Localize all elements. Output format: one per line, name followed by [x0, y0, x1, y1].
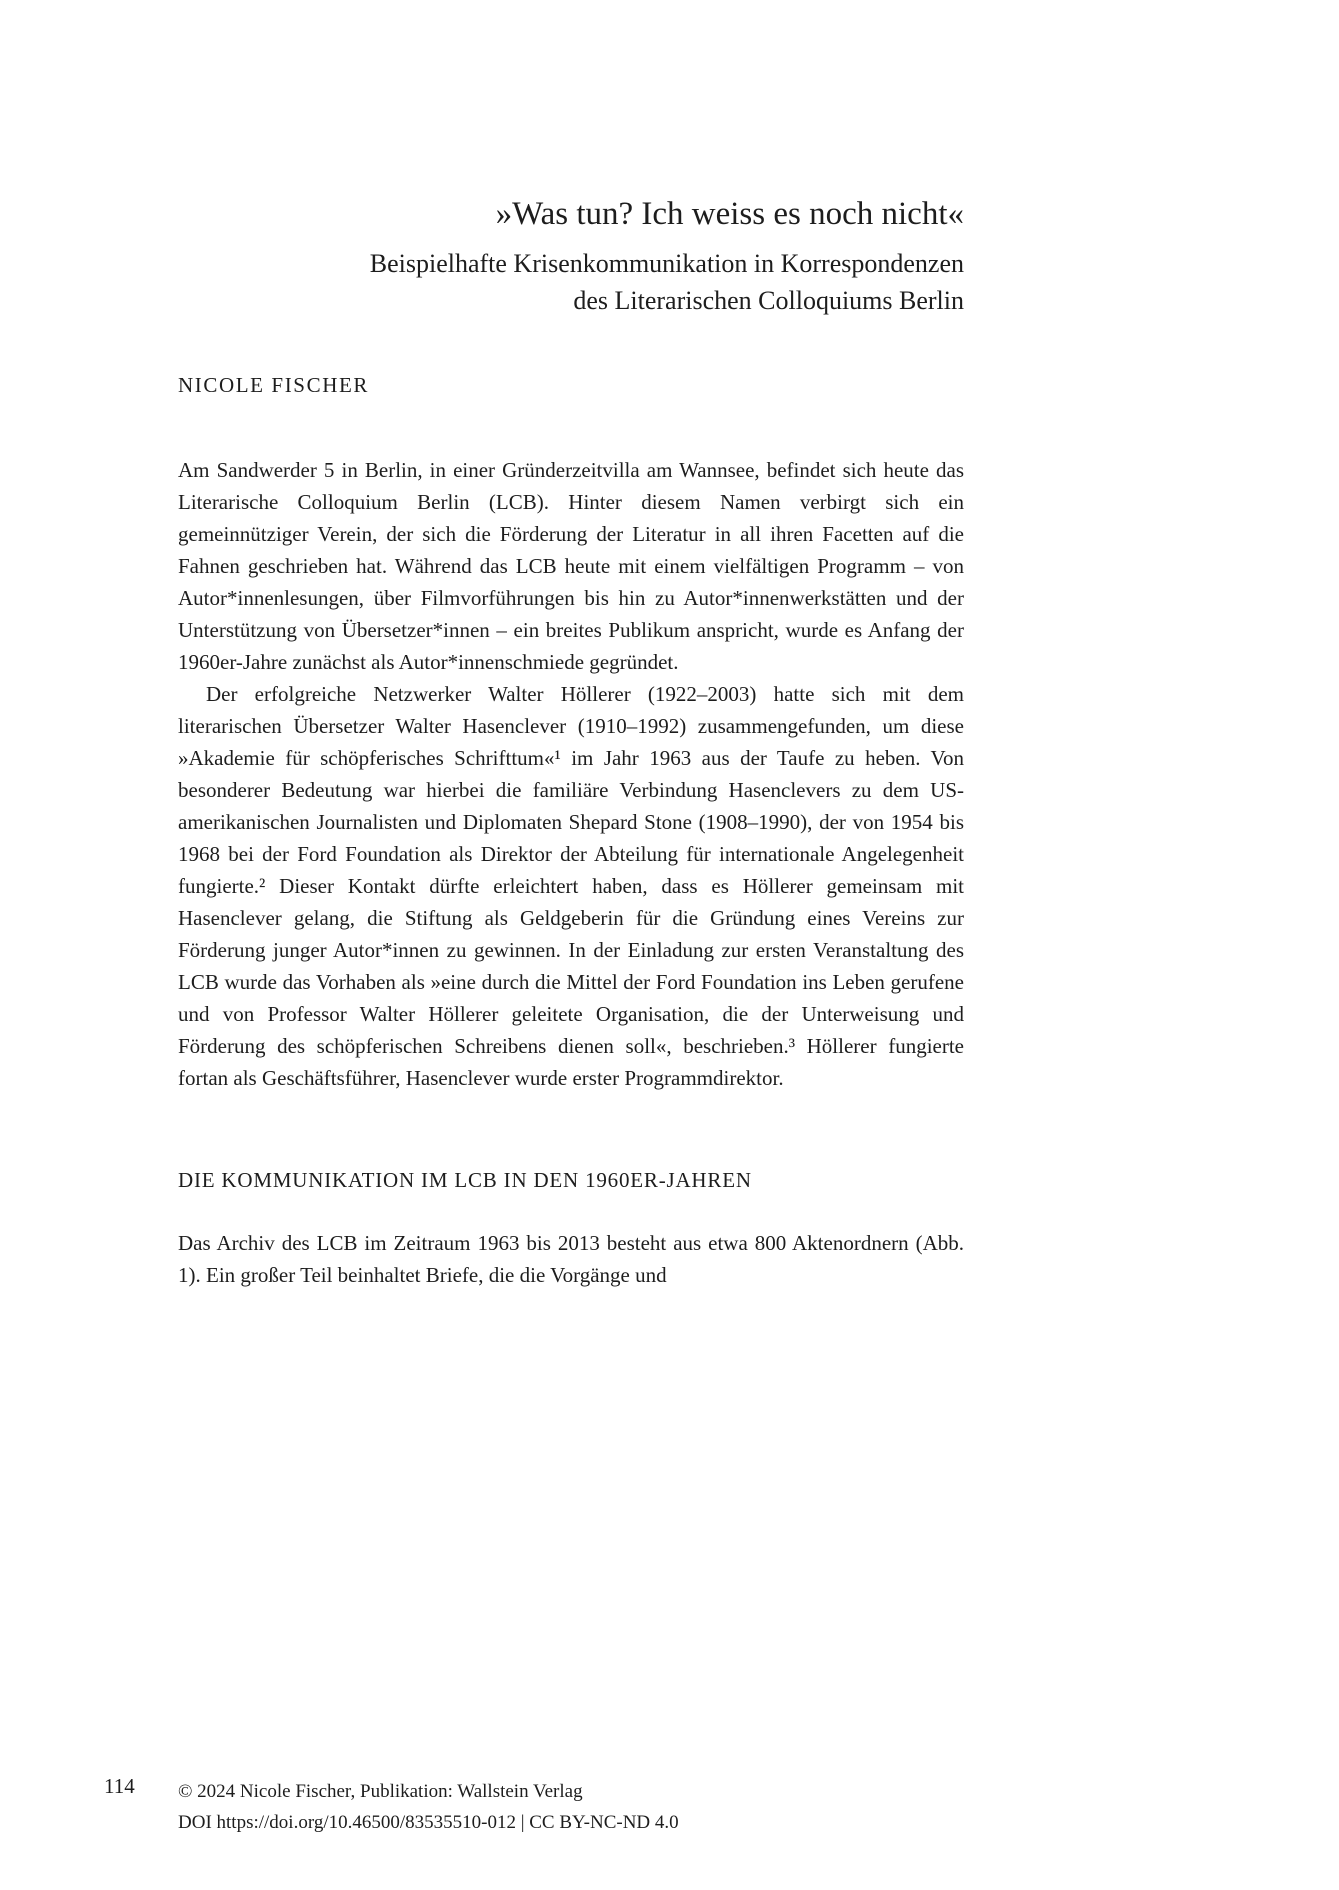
page-title: »Was tun? Ich weiss es noch nicht«	[495, 196, 964, 232]
footer-doi: DOI https://doi.org/10.46500/83535510-012 | CC BY-NC-ND 4.0	[178, 1812, 679, 1833]
footer-copyright: © 2024 Nicole Fischer, Publikation: Wallstein Verlag	[178, 1781, 583, 1802]
subtitle-line-2: des Literarischen Colloquiums Berlin	[573, 286, 964, 316]
text-block	[178, 0, 964, 1291]
author-name: NICOLE FISCHER	[178, 373, 369, 398]
page-number: 114	[104, 1774, 135, 1798]
paragraph: Das Archiv des LCB im Zeitraum 1963 bis 2013 besteht aus etwa 800 Aktenordnern (Abb. 1). Ein großer Teil beinhaltet Briefe, die die Vorgänge und	[178, 1231, 964, 1288]
paragraph: Der erfolgreiche Netzwerker Walter Höllerer (1922–2003) hatte sich mit dem literarischen Übersetzer Walter Hasenclever (1910–1992) zusammengefunden, um diese »Akademie für schöpferisches Schrifttum«¹ im Jahr 1963 aus der Taufe zu heben. Von besonderer Bedeutung war hierbei die familiäre Verbindung Hasenclevers zu dem US-amerikanischen Journalisten und Diplomaten Shepard Stone (1908–1990), der von 1954 bis 1968 bei der Ford Foundation als Direktor der Abteilung für internationale Angelegenheit fungierte.² Dieser Kontakt dürfte erleichtert haben, dass es Höllerer gemeinsam mit Hasenclever gelang, die Stiftung als Geldgeberin für die Gründung eines Vereins zur Förderung junger Autor*innen zu gewinnen. In der Einladung zur ersten Veranstaltung des LCB wurde das Vorhaben als »eine durch die Mittel der Ford Foundation ins Leben gerufene und von Professor Walter Höllerer geleitete Organisation, die der Unterweisung und Förderung des schöpferischen Schreibens dienen soll«, beschrieben.³ Höllerer fungierte fortan als Geschäftsführer, Hasenclever wurde erster Programmdirektor.	[178, 682, 964, 1091]
intro-section	[178, 454, 964, 1094]
title-block	[178, 194, 964, 319]
paragraph: Am Sandwerder 5 in Berlin, in einer Gründerzeitvilla am Wannsee, befindet sich heute das Literarische Colloquium Berlin (LCB). Hinter diesem Namen verbirgt sich ein gemeinnütziger Verein, der sich die Förderung der Literatur in all ihren Facetten auf die Fahnen geschrieben hat. Während das LCB heute mit einem vielfältigen Programm – von Autor*innenlesungen, über Filmvorführungen bis hin zu Autor*innenwerkstätten und der Unterstützung von Übersetzer*innen – ein breites Publikum anspricht, wurde es Anfang der 1960er-Jahre zunächst als Autor*innenschmiede gegründet.	[178, 458, 964, 675]
section-heading: DIE KOMMUNIKATION IM LCB IN DEN 1960ER-JAHREN	[178, 1168, 752, 1193]
section-body	[178, 1227, 964, 1291]
subtitle-line-1: Beispielhafte Krisenkommunikation in Korrespondenzen	[369, 249, 964, 279]
page-subtitle	[178, 245, 964, 319]
footer	[178, 1776, 679, 1838]
